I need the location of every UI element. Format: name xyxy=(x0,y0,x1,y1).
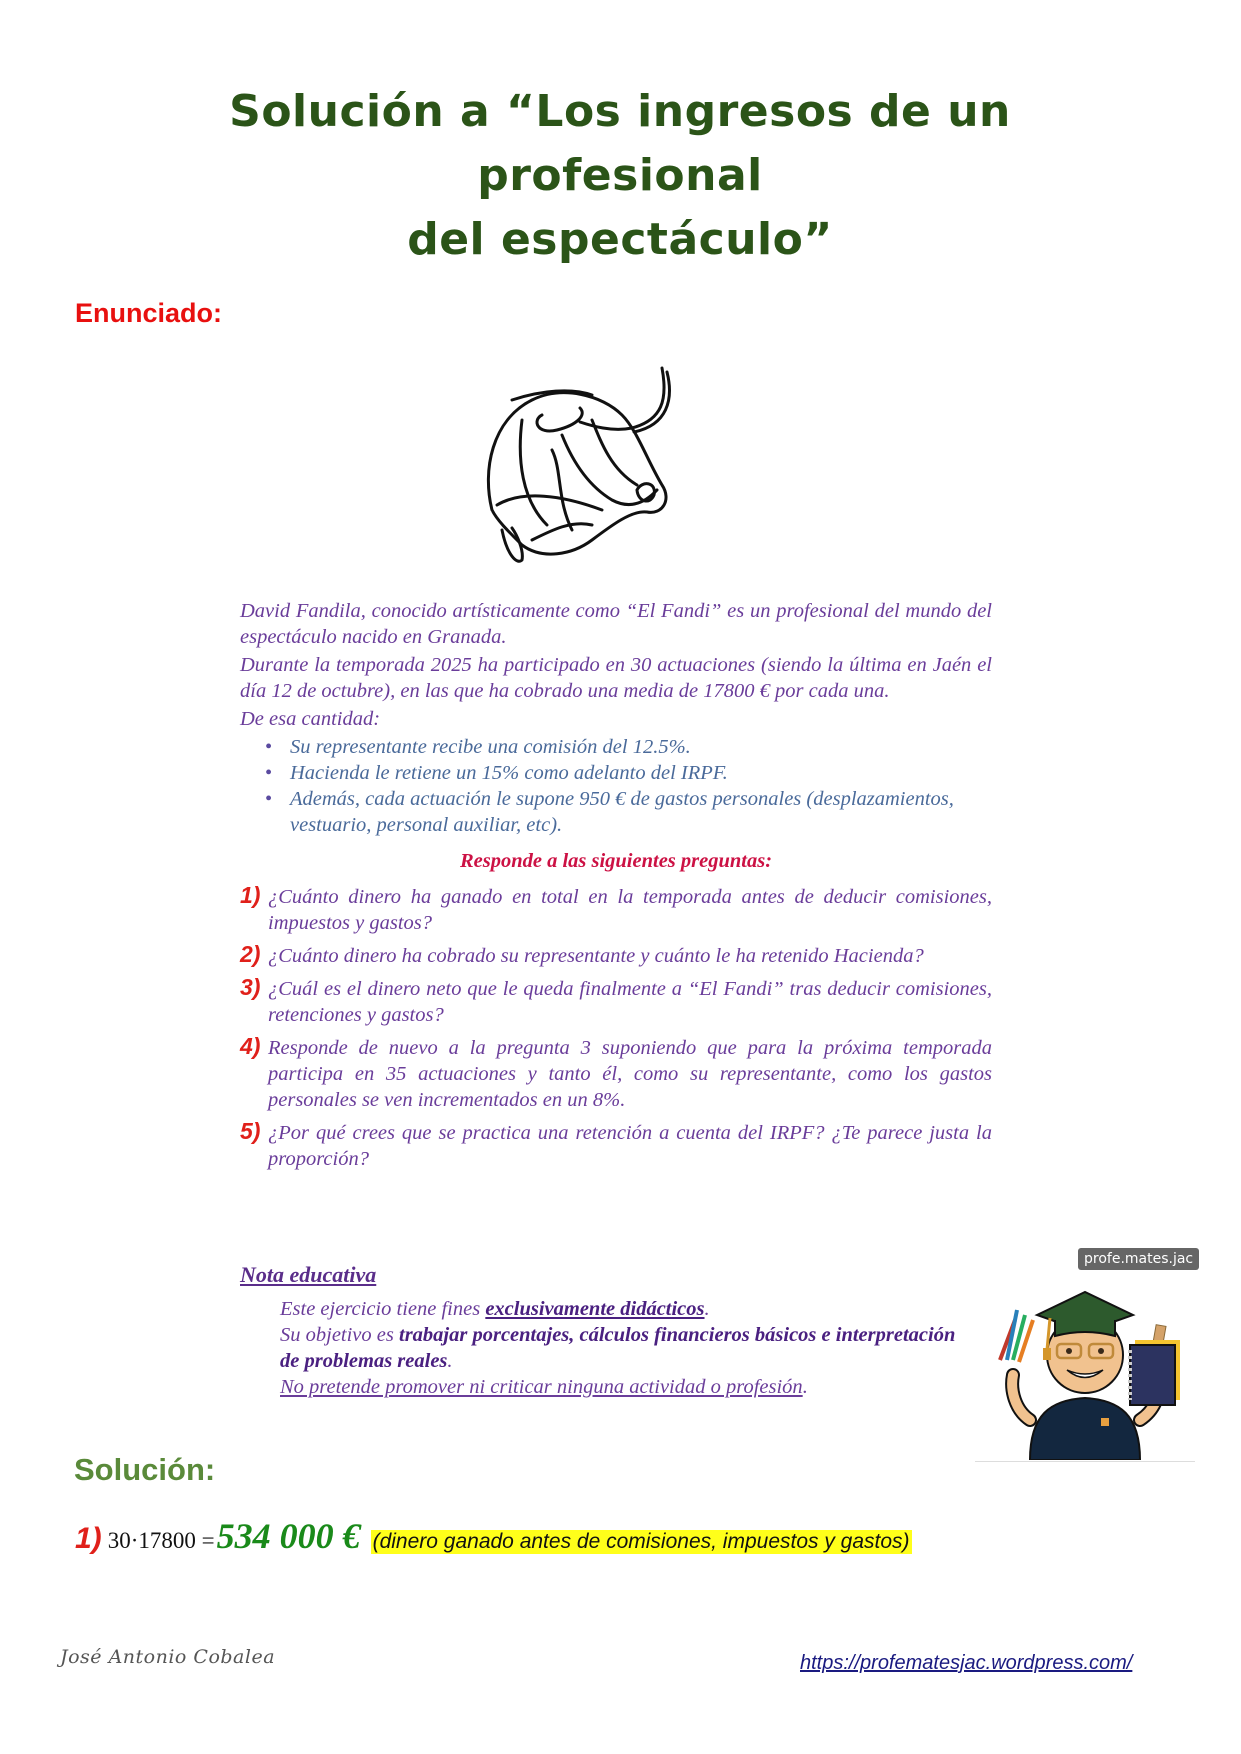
question-item xyxy=(240,976,992,1028)
question-item xyxy=(240,884,992,936)
statement-paragraph: De esa cantidad: xyxy=(240,708,381,730)
question-number: 5) xyxy=(240,1118,261,1144)
condition-item: • Hacienda le retiene un 15% como adelanto del IRPF. xyxy=(290,760,992,786)
condition-item: • Su representante recibe una comisión del 12.5%. xyxy=(290,734,992,760)
note-text: Su objetivo es xyxy=(280,1324,399,1346)
question-number: 4) xyxy=(240,1033,261,1059)
note-text: Este ejercicio tiene fines xyxy=(280,1298,486,1320)
question-text: ¿Por qué crees que se practica una retención a cuenta del IRPF? ¿Te parece justa la proporción? xyxy=(268,1122,992,1170)
note-text: . xyxy=(802,1376,808,1398)
questions-heading: Responde a las siguientes preguntas: xyxy=(459,850,773,872)
enunciado-heading: Enunciado: xyxy=(75,298,222,328)
page-title xyxy=(80,80,1160,272)
note-body xyxy=(240,1296,960,1400)
title-line-2: del espectáculo” xyxy=(407,214,833,265)
website-link[interactable]: https://profematesjac.wordpress.com/ xyxy=(800,1652,1133,1674)
problem-statement xyxy=(240,598,992,1179)
note-line xyxy=(280,1374,960,1400)
title-line-1: Solución a “Los ingresos de un profesional xyxy=(229,86,1011,201)
answer-item xyxy=(75,1515,912,1557)
note-text: . xyxy=(704,1298,710,1320)
question-text: ¿Cuánto dinero ha cobrado su representante y cuánto le ha retenido Hacienda? xyxy=(268,945,924,967)
answer-result: 534 000 € xyxy=(216,1516,361,1556)
question-text: Responde de nuevo a la pregunta 3 suponiendo que para la próxima temporada participa en 35 actuaciones y tanto él, como su representante, como los gastos personales se ven incrementados en un 8%. xyxy=(268,1037,992,1111)
bull-head-illustration xyxy=(462,360,702,570)
question-number: 3) xyxy=(240,974,261,1000)
avatar-divider xyxy=(975,1461,1195,1462)
note-emphasis: exclusivamente didácticos xyxy=(485,1298,705,1320)
question-item xyxy=(240,1035,992,1113)
statement-paragraph: Durante la temporada 2025 ha participado en 30 actuaciones (siendo la última en Jaén el día 12 de octubre), en las que ha cobrado una media de 17800 € por cada una. xyxy=(240,654,992,702)
note-line xyxy=(280,1322,960,1374)
condition-item: • Además, cada actuación le supone 950 € de gastos personales (desplazamientos, vestuario, personal auxiliar, etc). xyxy=(290,786,992,838)
avatar-username-tag: profe.mates.jac xyxy=(1078,1248,1199,1270)
note-title: Nota educativa xyxy=(240,1262,377,1287)
teacher-avatar xyxy=(975,1240,1195,1460)
answer-note: (dinero ganado antes de comisiones, impuestos y gastos) xyxy=(372,1530,910,1553)
solution-heading: Solución: xyxy=(74,1452,216,1487)
note-text: . xyxy=(447,1350,453,1372)
note-emphasis: trabajar porcentajes, cálculos financieros básicos e interpretación de problemas reales xyxy=(280,1324,956,1372)
question-number: 2) xyxy=(240,941,261,967)
educational-note xyxy=(240,1262,960,1400)
conditions-list xyxy=(240,734,992,838)
author-signature: José Antonio Cobalea xyxy=(60,1646,276,1668)
question-number: 1) xyxy=(240,882,261,908)
question-text: ¿Cuánto dinero ha ganado en total en la temporada antes de deducir comisiones, impuestos y gastos? xyxy=(268,886,992,934)
note-line xyxy=(280,1296,960,1322)
answer-number: 1) xyxy=(75,1522,102,1555)
question-item xyxy=(240,943,992,969)
answer-expression: 30·17800 = xyxy=(107,1528,215,1553)
note-disclaimer: No pretende promover ni criticar ninguna actividad o profesión xyxy=(280,1376,803,1398)
question-text: ¿Cuál es el dinero neto que le queda finalmente a “El Fandi” tras deducir comisiones, retenciones y gastos? xyxy=(268,978,992,1026)
question-item xyxy=(240,1120,992,1172)
statement-paragraph: David Fandila, conocido artísticamente como “El Fandi” es un profesional del mundo del espectáculo nacido en Granada. xyxy=(240,600,992,648)
